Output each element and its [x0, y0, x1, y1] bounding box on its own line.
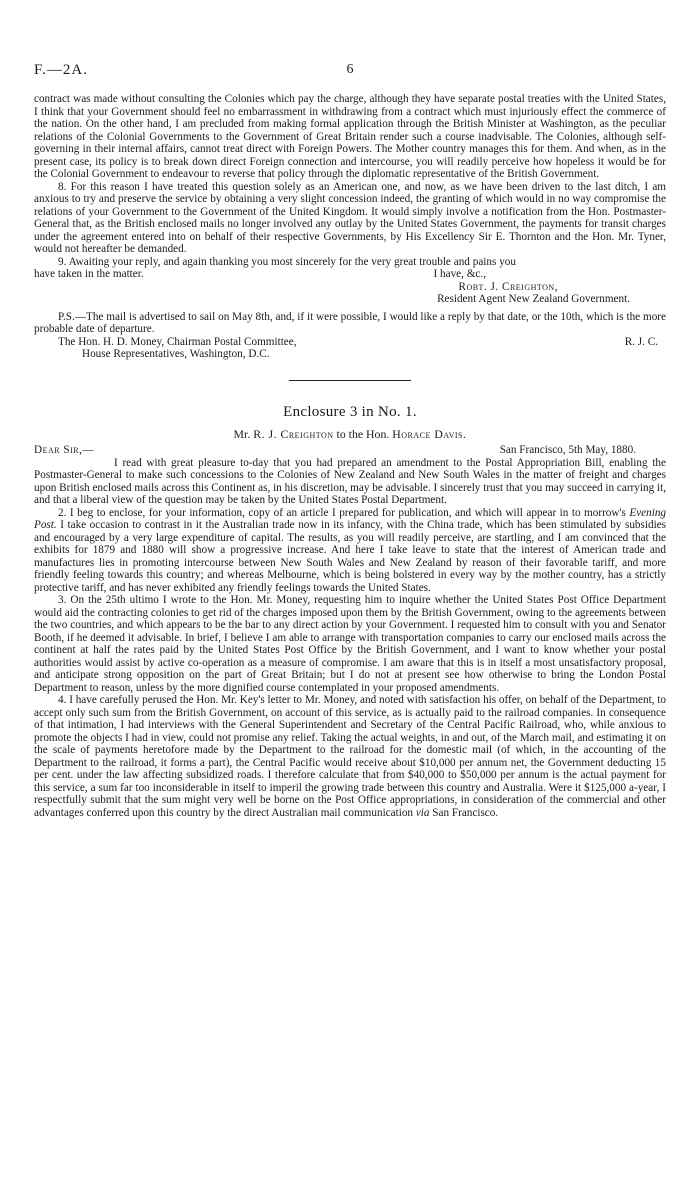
letter-postscript: P.S.—The mail is advertised to sail on May 8th, and, if it were possible, I would like a reply by that date, or the 10th, which is the more probable date of departure. [34, 310, 666, 335]
enclosure-paragraph-2: 2. I beg to enclose, for your information, copy of an article I prepared for publication, and which will appear in to morrow's Evening Post. I take occasion to contrast in it the Australian trade now in its infancy, with the China trade, which has been stimulated by subsidies and encouraged by a very large expenditure of capital. The results, as you will readily perceive, are startling, and I am convinced that the exhibits for 1879 and 1880 will show a progressive increase. And here I take leave to state that the interest of American trade and manufactures lies in promoting intercourse between New South Wales and New Zealand by reason of their favorable tariff, and more friendly feeling towards this country; and whereas Melbourne, which is being bolstered in every way by the mother country, has a strictly protective tariff, and has never exhibited any friendly feelings towards the United States. [34, 506, 667, 594]
letter-signature: Robt. J. Creighton, [458, 280, 558, 293]
recipient-name: Horace Davis. [392, 426, 467, 441]
addressee-line-2: House Representatives, Washington, D.C. [82, 348, 270, 360]
enclosure-paragraph-4: 4. I have carefully perused the Hon. Mr. Key's letter to Mr. Money, and noted with satisfaction his offer, on behalf of the Department, to accept only such sum from the British Government, on account of this service, as is actually paid to the railroad companies. In consequence of that intimation, I had interviews with the General Superintendent and Secretary of the Central Pacific Railroad, who, while anxious to promote the objects I had in view, could not promise any relief. Taking the actual weights, in and out, of the March mail, and estimating it on the scale of payments heretofore made by the Department to the railroad for the domestic mail (of which, in the accounting of the Department to the railroad, it forms a part), the Central Pacific would receive about $10,000 per annum net, the Government deducting 15 per cent. under the law affecting subsidized roads. I therefore calculate that from $40,000 to $50,000 per annum is the actual payment for this service, a sum far too inconsiderable in itself to imperil the growing trade between this country and Australia. Were it $125,000 a-year, I respectfully submit that the sum might very well be borne on the Post Office appropriations, in consideration of the commercial and other advantages conferred upon this country by the direct Australian mail communication via San Francisco. [34, 694, 667, 819]
enclosure-title: Enclosure 3 in No. 1. [283, 403, 417, 420]
salutation-row [34, 444, 666, 457]
place-date: San Francisco, 5th May, 1880. [499, 444, 636, 456]
salutation: Dear Sir,— [34, 444, 95, 456]
section-divider [289, 380, 411, 381]
subtitle-mid: to the Hon. [336, 426, 390, 441]
enclosure-paragraph-1: I read with great pleasure to-day that you had prepared an amendment to the Postal Appropriation Bill, enabling the Postmaster-General to make such concessions to the Colonies of New Zealand and New South Wales in the matter of freight and charges upon British enclosed mails across this Continent as, in his discretion, may be advisable. I sincerely trust that you may succeed in carrying it, and that a liberal view of the question may be taken by the United States Postal Department. [34, 456, 666, 506]
letter-paragraph-9: 9. Awaiting your reply, and again thanking you most sincerely for the very great trouble and pains you have taken in the matter. [34, 255, 516, 280]
newspaper-title: Evening Post. [34, 506, 667, 531]
enclosure-subtitle [34, 428, 666, 441]
addressee-row [34, 336, 666, 349]
page-body [34, 93, 666, 819]
sender-name: R. J. Creighton [253, 426, 334, 441]
letter-closing: I have, &c., [433, 268, 486, 280]
subtitle-prefix: Mr. [233, 426, 251, 441]
postscript-initials: R. J. C. [624, 335, 658, 348]
letter-signatory-title: Resident Agent New Zealand Government. [437, 293, 630, 305]
enclosure-paragraph-3: 3. On the 25th ultimo I wrote to the Hon. Mr. Money, requesting him to inquire whether the United States Post Office Department would aid the contracting colonies to get rid of the charges imposed upon them by the British Government, owing to the agreements between the two countries, and which appears to be the bar to any direct action by your Government. I requested him to consult with you and Senator Booth, if he deemed it advisable. In brief, I believe I am able to arrange with transportation companies to carry our enclosed mails across the continent at half the rates paid by the United States Post Office by the British Government, and I want to know whether your postal authorities would assist by active co-operation as a measure of compromise. I am aware that this is in itself a most unsatisfactory proposal, and anticipate strong opposition on the part of Great Britain; but I do not at present see how otherwise to bring the London Postal Department to reason, unless by the more dignified course contemplated in your proposed amendments. [34, 594, 666, 694]
addressee-line-1: The Hon. H. D. Money, Chairman Postal Committee, [58, 335, 297, 348]
page-number: 6 [346, 62, 354, 77]
letter-paragraph-8: 8. For this reason I have treated this question solely as an American one, and now, as we have been driven to the last ditch, I am anxious to try and preserve the service by obtaining a very slight concession indeed, the granting of which would in no way compromise the relations of your Government to the Government of the United Kingdom. It would simply involve a notification from the Hon. Postmaster-General that, as the British enclosed mails no longer involved any outlay by the United States Government, the payments for transit charges under the agreement entered into on behalf of their respective Governments, by His Excellency Sir E. Thornton and the Hon. Mr. Tyner, would not hereafter be demanded. [34, 180, 666, 255]
page-reference: F.—2A. [34, 62, 88, 78]
letter-paragraph-7: contract was made without consulting the Colonies which pay the charge, although they have separate postal treaties with the United States, I think that your Government should feel no embarrassment in withdrawing from a contract which must injuriously effect the commerce of the nation. On the other hand, I am precluded from making formal application through the British Minister at Washington, as the peculiar relations of the Colonial Governments to the Government of Great Britain render such a course inadvisable. The Colonies, although self-governing in their internal affairs, cannot treat direct with Foreign Powers. The Mother country manages this for them. And when, as in the present case, its policy is to break down direct Foreign connection and intercourse, you will readily perceive how hopeless it would be for the Colonial Government to endeavour to reverse that policy through the diplomatic representative of the British Government. [34, 93, 666, 180]
via-italic: via [415, 806, 430, 819]
